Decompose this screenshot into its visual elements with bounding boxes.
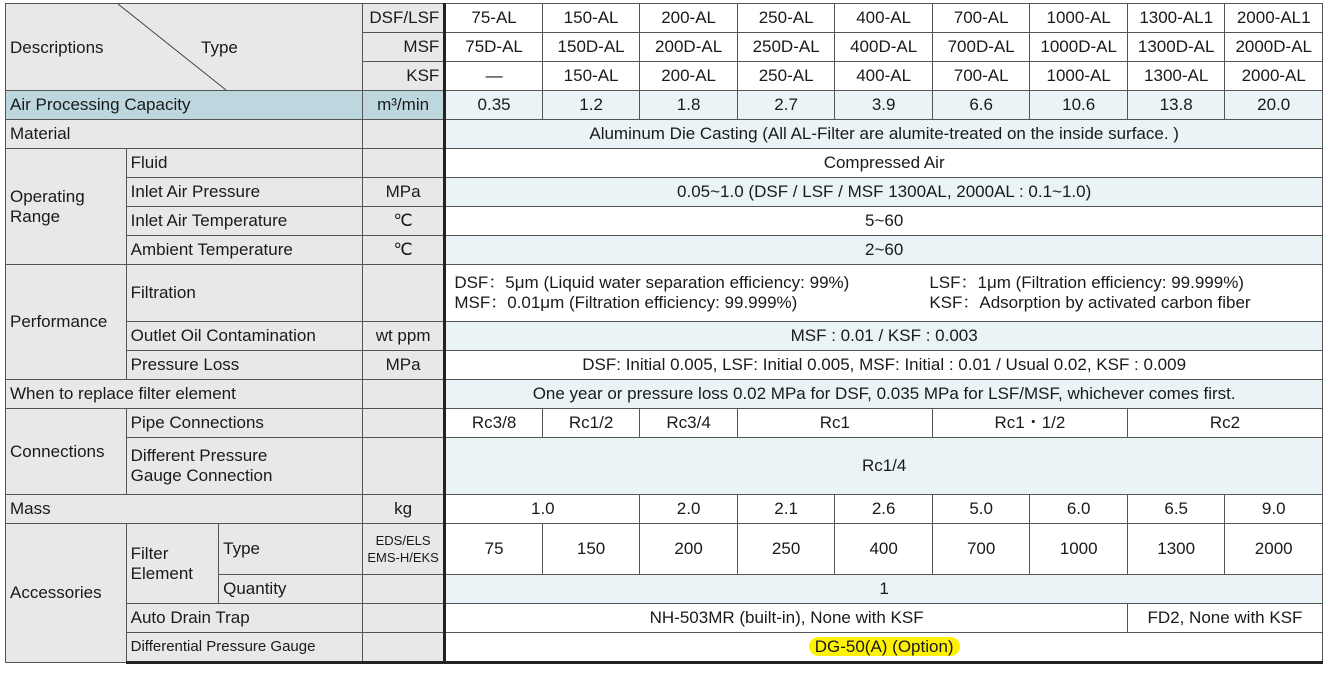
pipe-row — [6, 409, 1323, 438]
oil-unit: wt ppm — [362, 322, 444, 351]
oil-row — [6, 322, 1323, 351]
model-cell: 700D-AL — [932, 33, 1030, 62]
mass-unit: kg — [362, 495, 444, 524]
ambient-temp-value: 2~60 — [445, 236, 1323, 265]
pipe-value: Rc1/2 — [542, 409, 640, 438]
dp-gauge-cell — [445, 633, 1323, 663]
model-cell: 2000-AL1 — [1225, 4, 1323, 33]
model-cell: 150D-AL — [542, 33, 640, 62]
model-cell: 1000D-AL — [1030, 33, 1128, 62]
element-type-value: 1000 — [1030, 524, 1128, 575]
pressure-loss-label: Pressure Loss — [126, 351, 362, 380]
model-cell: 700-AL — [932, 4, 1030, 33]
capacity-value: 2.7 — [737, 91, 835, 120]
header-row-dsf-lsf — [6, 4, 1323, 33]
mass-value: 6.0 — [1030, 495, 1128, 524]
pressure-loss-row — [6, 351, 1323, 380]
model-cell: 200D-AL — [640, 33, 738, 62]
replace-row — [6, 380, 1323, 409]
model-cell: 250D-AL — [737, 33, 835, 62]
mass-value: 5.0 — [932, 495, 1030, 524]
element-type-label: Type — [219, 524, 363, 575]
element-type-value: 200 — [640, 524, 738, 575]
mass-row — [6, 495, 1323, 524]
fluid-label: Fluid — [126, 149, 362, 178]
model-cell: 1000-AL — [1030, 4, 1128, 33]
capacity-value: 13.8 — [1127, 91, 1225, 120]
model-cell: 700-AL — [932, 62, 1030, 91]
pressure-loss-unit: MPa — [362, 351, 444, 380]
material-row — [6, 120, 1323, 149]
element-type-value: 1300 — [1127, 524, 1225, 575]
mass-value: 2.0 — [640, 495, 738, 524]
performance-label: Performance — [6, 265, 127, 380]
capacity-value: 1.8 — [640, 91, 738, 120]
material-value: Aluminum Die Casting (All AL-Filter are alumite-treated on the inside surface. ) — [445, 120, 1323, 149]
inlet-pressure-unit: MPa — [362, 178, 444, 207]
model-cell: 75D-AL — [445, 33, 543, 62]
header-corner — [6, 4, 363, 91]
series-ksf: KSF — [362, 62, 444, 91]
fluid-value: Compressed Air — [445, 149, 1323, 178]
air-capacity-label: Air Processing Capacity — [6, 91, 363, 120]
ambient-temp-label: Ambient Temperature — [126, 236, 362, 265]
filtration-row — [6, 265, 1323, 322]
drain-row — [6, 604, 1323, 633]
replace-value: One year or pressure loss 0.02 MPa for DSF, 0.035 MPa for LSF/MSF, whichever comes first. — [445, 380, 1323, 409]
model-cell: 400D-AL — [835, 33, 933, 62]
model-cell: 250-AL — [737, 4, 835, 33]
mass-value: 6.5 — [1127, 495, 1225, 524]
model-cell: 1300-AL1 — [1127, 4, 1225, 33]
gauge-connection-value: Rc1/4 — [445, 438, 1323, 495]
model-cell: 2000-AL — [1225, 62, 1323, 91]
oil-label: Outlet Oil Contamination — [126, 322, 362, 351]
element-type-value: 700 — [932, 524, 1030, 575]
pipe-value: Rc3/8 — [445, 409, 543, 438]
mass-value: 1.0 — [445, 495, 640, 524]
element-type-value: 2000 — [1225, 524, 1323, 575]
mass-label: Mass — [6, 495, 363, 524]
dp-gauge-value: DG-50(A) (Option) — [809, 637, 960, 656]
inlet-temp-label: Inlet Air Temperature — [126, 207, 362, 236]
element-type-value: 400 — [835, 524, 933, 575]
mass-value: 2.6 — [835, 495, 933, 524]
filtration-ksf: KSF：Adsorption by activated carbon fiber — [929, 293, 1251, 312]
operating-range-label: Operating Range — [6, 149, 127, 265]
pipe-value: Rc2 — [1127, 409, 1322, 438]
model-cell: 1300D-AL — [1127, 33, 1225, 62]
quantity-label: Quantity — [219, 575, 363, 604]
spec-table — [5, 3, 1323, 664]
type-label: Type — [201, 38, 238, 57]
filtration-label: Filtration — [126, 265, 362, 322]
pipe-label: Pipe Connections — [126, 409, 362, 438]
pipe-value: Rc1 — [737, 409, 932, 438]
filtration-value — [445, 265, 1323, 322]
model-cell: 2000D-AL — [1225, 33, 1323, 62]
drain-value: NH-503MR (built-in), None with KSF — [445, 604, 1128, 633]
descriptions-label: Descriptions — [10, 38, 104, 57]
model-cell: 200-AL — [640, 4, 738, 33]
series-msf: MSF — [362, 33, 444, 62]
fluid-row — [6, 149, 1323, 178]
filtration-lsf: LSF：1μm (Filtration efficiency: 99.999%) — [929, 273, 1244, 292]
filtration-dsf: DSF：5μm (Liquid water separation efficiency: 99%) — [454, 273, 850, 292]
filtration-msf: MSF：0.01μm (Filtration efficiency: 99.999%) — [454, 293, 798, 312]
dp-gauge-label: Differential Pressure Gauge — [126, 633, 362, 663]
mass-value: 9.0 — [1225, 495, 1323, 524]
gauge-connection-label: Different Pressure Gauge Connection — [126, 438, 362, 495]
model-cell: 400-AL — [835, 62, 933, 91]
connections-label: Connections — [6, 409, 127, 495]
capacity-value: 1.2 — [542, 91, 640, 120]
model-cell: 150-AL — [542, 4, 640, 33]
air-capacity-unit: m³/min — [362, 91, 444, 120]
model-cell: 75-AL — [445, 4, 543, 33]
material-label: Material — [6, 120, 363, 149]
model-cell: 400-AL — [835, 4, 933, 33]
quantity-value: 1 — [445, 575, 1323, 604]
gauge-connection-row — [6, 438, 1323, 495]
inlet-temp-value: 5~60 — [445, 207, 1323, 236]
model-cell: 1300-AL — [1127, 62, 1225, 91]
element-type-unit: EDS/ELS EMS-H/EKS — [362, 524, 444, 575]
replace-label: When to replace filter element — [6, 380, 363, 409]
capacity-value: 0.35 — [445, 91, 543, 120]
element-type-value: 75 — [445, 524, 543, 575]
series-dsf-lsf: DSF/LSF — [362, 4, 444, 33]
model-cell: 150-AL — [542, 62, 640, 91]
capacity-value: 10.6 — [1030, 91, 1128, 120]
element-type-value: 250 — [737, 524, 835, 575]
model-cell: — — [445, 62, 543, 91]
capacity-value: 6.6 — [932, 91, 1030, 120]
pipe-value: Rc3/4 — [640, 409, 738, 438]
inlet-pressure-value: 0.05~1.0 (DSF / LSF / MSF 1300AL, 2000AL : 0.1~1.0) — [445, 178, 1323, 207]
ambient-temp-row — [6, 236, 1323, 265]
filter-element-label: Filter Element — [126, 524, 218, 604]
drain-label: Auto Drain Trap — [126, 604, 362, 633]
inlet-temp-unit: ℃ — [362, 207, 444, 236]
model-cell: 250-AL — [737, 62, 835, 91]
inlet-pressure-row — [6, 178, 1323, 207]
model-cell: 200-AL — [640, 62, 738, 91]
dp-gauge-row — [6, 633, 1323, 663]
inlet-pressure-label: Inlet Air Pressure — [126, 178, 362, 207]
mass-value: 2.1 — [737, 495, 835, 524]
capacity-value: 20.0 — [1225, 91, 1323, 120]
ambient-temp-unit: ℃ — [362, 236, 444, 265]
element-type-row — [6, 524, 1323, 575]
air-capacity-row — [6, 91, 1323, 120]
model-cell: 1000-AL — [1030, 62, 1128, 91]
pressure-loss-value: DSF: Initial 0.005, LSF: Initial 0.005, MSF: Initial : 0.01 / Usual 0.02, KSF : 0.009 — [445, 351, 1323, 380]
pipe-value: Rc1・1/2 — [932, 409, 1127, 438]
capacity-value: 3.9 — [835, 91, 933, 120]
accessories-label: Accessories — [6, 524, 127, 663]
inlet-temp-row — [6, 207, 1323, 236]
drain-value-large: FD2, None with KSF — [1127, 604, 1322, 633]
oil-value: MSF : 0.01 / KSF : 0.003 — [445, 322, 1323, 351]
element-type-value: 150 — [542, 524, 640, 575]
